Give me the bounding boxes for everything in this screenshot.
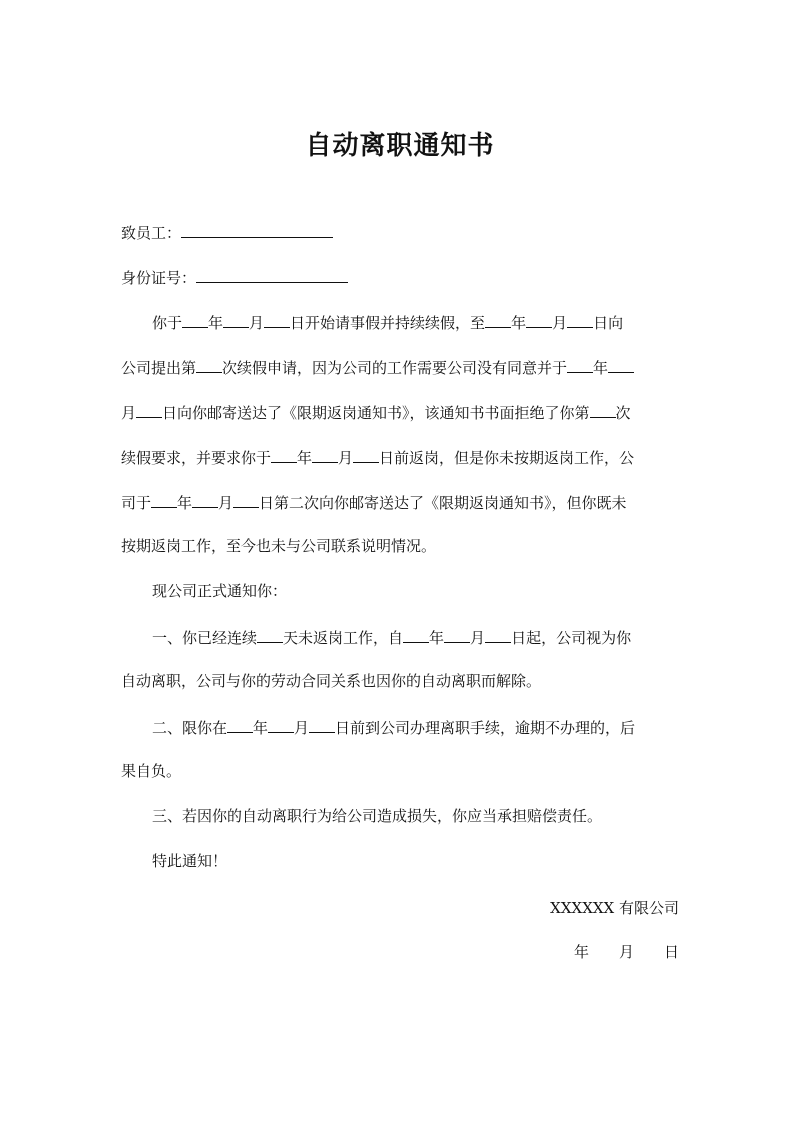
para1-text: 月	[121, 404, 137, 422]
date-blank	[403, 624, 429, 643]
para1-text: 次	[615, 404, 631, 422]
item1-line2	[121, 669, 681, 693]
item1-text: 自动离职，公司与你的劳动合同关系也因你的自动离职而解除。	[121, 672, 542, 690]
document-title: 自动离职通知书	[305, 131, 495, 161]
date-blank	[151, 489, 177, 508]
para1-text: 日前返岗，但是你未按期返岗工作，公	[379, 449, 635, 467]
para1-line3	[121, 399, 681, 425]
date-blank	[526, 309, 552, 328]
para1-text: 司于	[121, 494, 152, 512]
date-blank	[353, 444, 379, 463]
date-blank	[485, 309, 511, 328]
date-blank	[223, 309, 249, 328]
item2-text: 年	[253, 719, 269, 737]
date-blank	[271, 444, 297, 463]
para1-text: 年	[511, 314, 527, 332]
item1-text: 日起，公司视为你	[511, 629, 632, 647]
id-number-blank	[196, 264, 348, 283]
para1-line1	[121, 309, 712, 335]
para1-line4	[121, 444, 681, 470]
recipient-name-blank	[181, 219, 333, 238]
para1-text: 年	[177, 494, 193, 512]
para1-text: 续假要求，并要求你于	[121, 449, 272, 467]
notice-intro	[121, 579, 712, 603]
para1-text: 日向	[593, 314, 624, 332]
item2-text: 二、限你在	[152, 719, 228, 737]
count-blank	[590, 399, 616, 418]
closing-text: 特此通知！	[152, 852, 228, 870]
item2-text: 日前到公司办理离职手续，逾期不办理的，后	[335, 719, 636, 737]
item1-text: 年	[429, 629, 445, 647]
count-blank	[196, 354, 222, 373]
item1-text: 天未返岗工作，自	[283, 629, 404, 647]
para1-text: 公司提出第	[121, 359, 197, 377]
para1-text: 年	[297, 449, 313, 467]
item1-text: 一、你已经连续	[152, 629, 258, 647]
item2-line2	[121, 759, 681, 783]
para1-text: 按期返岗工作，至今也未与公司联系说明情况。	[121, 537, 437, 555]
date-blank	[608, 354, 634, 373]
closing-line	[121, 849, 712, 873]
item1-line1	[121, 624, 712, 650]
para1-line2	[121, 354, 681, 380]
id-number-label: 身份证号：	[121, 269, 197, 287]
date-blank	[136, 399, 162, 418]
item2-line1	[121, 714, 712, 740]
date-blank	[485, 624, 511, 643]
days-blank	[257, 624, 283, 643]
date-blank	[192, 489, 218, 508]
date-blank	[444, 624, 470, 643]
para1-text: 月	[249, 314, 265, 332]
company-name: XXXXXX 有限公司	[550, 899, 679, 917]
para1-text: 年	[593, 359, 609, 377]
date-blank	[309, 714, 335, 733]
date-blank	[268, 714, 294, 733]
date-day-label: 日	[663, 943, 679, 961]
date-blank	[227, 714, 253, 733]
para1-line6	[121, 534, 681, 558]
notice-intro-text: 现公司正式通知你：	[152, 582, 288, 600]
date-month-label: 月	[618, 943, 634, 961]
item1-text: 月	[470, 629, 486, 647]
para1-text: 日第二次向你邮寄送达了《限期返岗通知书》，但你既未	[259, 494, 627, 512]
date-blank	[233, 489, 259, 508]
item2-text: 月	[294, 719, 310, 737]
para1-text: 日开始请事假并持续续假，至	[290, 314, 486, 332]
para1-text: 月	[552, 314, 568, 332]
para1-text: 日向你邮寄送达了《限期返岗通知书》，该通知书书面拒绝了你第	[162, 404, 590, 422]
para1-text: 月	[338, 449, 354, 467]
date-blank	[567, 309, 593, 328]
date-blank	[182, 309, 208, 328]
item3-text: 三、若因你的自动离职行为给公司造成损失，你应当承担赔偿责任。	[152, 807, 603, 825]
date-year-label: 年	[573, 943, 589, 961]
recipient-label: 致员工：	[121, 224, 182, 242]
recipient-line	[121, 219, 681, 245]
para1-text: 月	[218, 494, 234, 512]
signature-date	[574, 940, 679, 964]
item3-line	[121, 804, 712, 828]
para1-text: 你于	[152, 314, 183, 332]
date-blank	[567, 354, 593, 373]
para1-text: 年	[208, 314, 224, 332]
date-blank	[312, 444, 338, 463]
para1-text: 次续假申请，因为公司的工作需要公司没有同意并于	[222, 359, 568, 377]
date-blank	[264, 309, 290, 328]
para1-line5	[121, 489, 681, 515]
id-number-line	[121, 264, 681, 290]
item2-text: 果自负。	[121, 762, 182, 780]
